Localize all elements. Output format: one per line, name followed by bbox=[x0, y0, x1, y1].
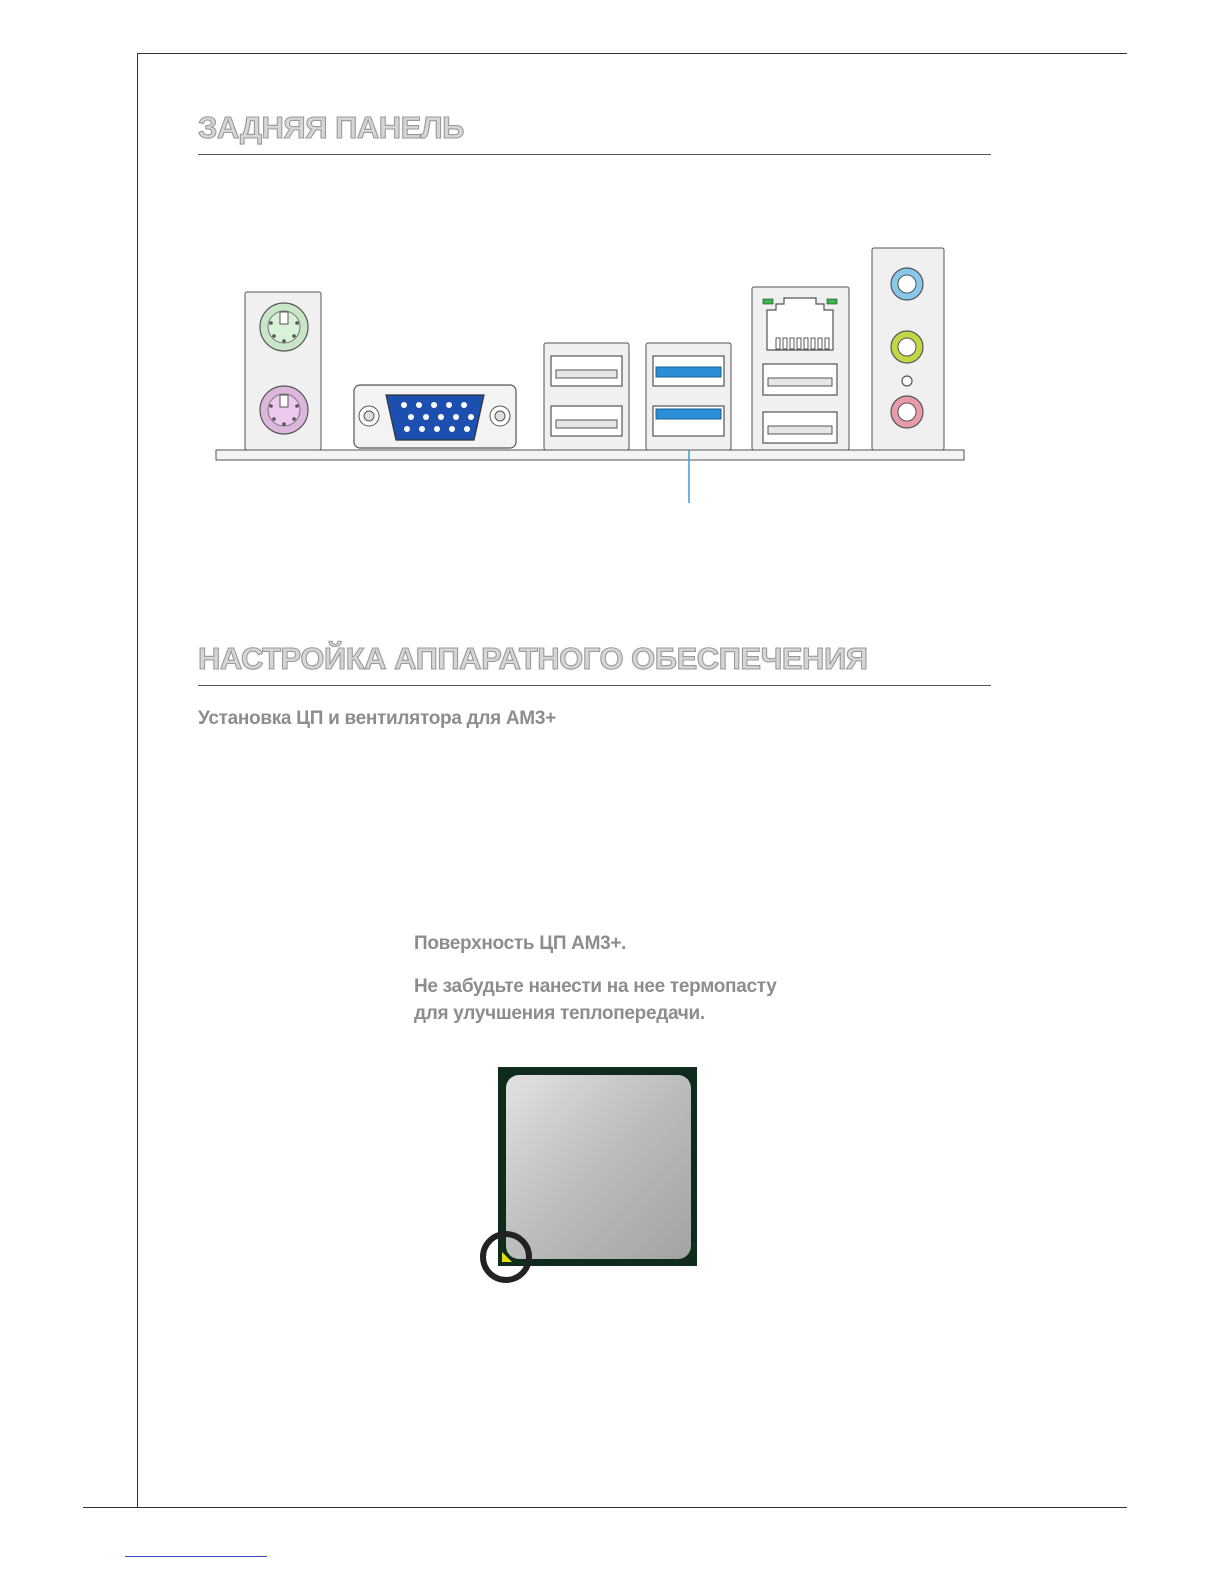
rear-panel-diagram bbox=[214, 246, 966, 504]
ps2-mouse-port bbox=[260, 303, 308, 351]
ps2-ports bbox=[245, 292, 321, 450]
cpu-heatspreader bbox=[506, 1075, 691, 1259]
thermal-paste-note bbox=[414, 973, 777, 1027]
cpu-surface-diagram bbox=[478, 1064, 700, 1286]
lan-led-right bbox=[827, 299, 837, 304]
audio-small-jack bbox=[902, 376, 912, 386]
audio-line-in bbox=[891, 268, 923, 300]
page-frame-left-rule bbox=[137, 53, 138, 1508]
cpu-install-subtitle: Установка ЦП и вентилятора для AM3+ bbox=[198, 708, 556, 729]
vga-port bbox=[354, 385, 516, 448]
cpu-surface-caption: Поверхность ЦП AM3+. bbox=[414, 933, 627, 954]
thermal-paste-note-line2: для улучшения теплопередачи. bbox=[414, 1003, 705, 1024]
audio-line-out bbox=[891, 331, 923, 363]
io-shield-plate bbox=[216, 450, 964, 460]
hardware-setup-title: НАСТРОЙКА АППАРАТНОГО ОБЕСПЕЧЕНИЯ bbox=[198, 639, 991, 686]
footer-link-underline[interactable] bbox=[125, 1556, 267, 1557]
usb2-ports bbox=[544, 343, 629, 450]
lan-usb-stack bbox=[752, 287, 849, 450]
rear-panel-title: ЗАДНЯЯ ПАНЕЛЬ bbox=[198, 108, 991, 155]
audio-mic bbox=[891, 396, 923, 428]
page-frame-bottom-rule bbox=[83, 1507, 1127, 1508]
thermal-paste-note-line1: Не забудьте нанести на нее термопасту bbox=[414, 976, 777, 997]
audio-ports bbox=[872, 248, 944, 450]
lan-led-left bbox=[763, 299, 773, 304]
ps2-keyboard-port bbox=[260, 386, 308, 434]
page-frame-top-rule bbox=[137, 53, 1127, 54]
usb3-ports bbox=[646, 343, 731, 450]
